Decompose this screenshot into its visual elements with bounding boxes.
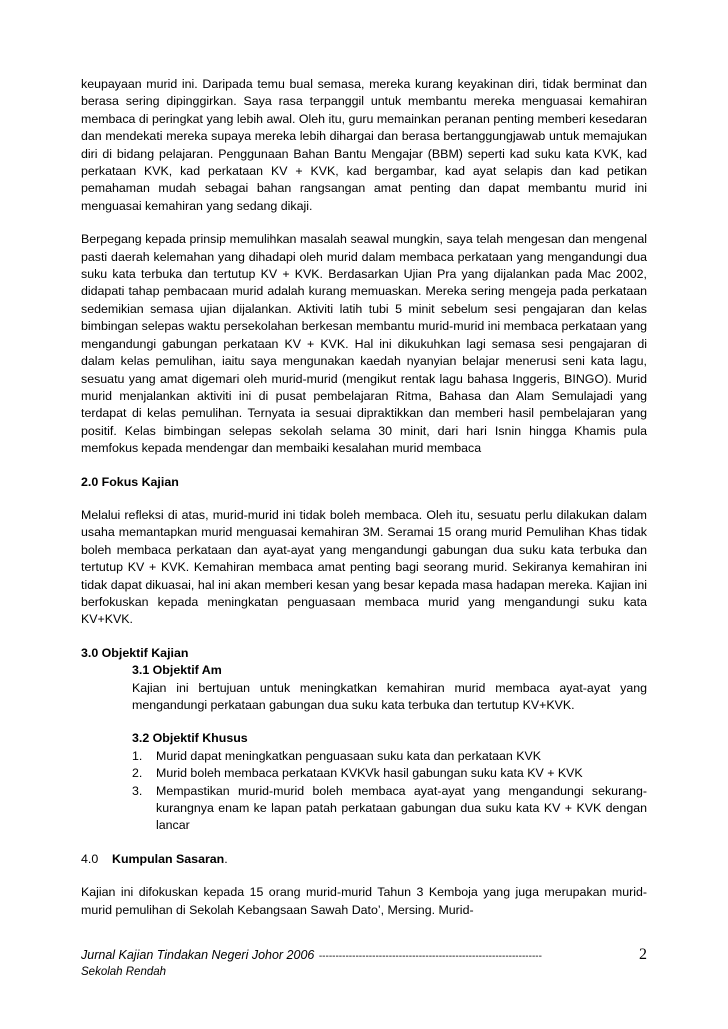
section-4-body: Kajian ini difokuskan kepada 15 orang murid-murid Tahun 3 Kemboja yang juga merupakan murid-murid pemulihan di Sekolah Kebangsaan Sawah Dato’, Mersing. Murid- <box>81 885 647 917</box>
objektif-am-body: Kajian ini bertujuan untuk meningkatkan kemahiran murid membaca ayat-ayat yang mengandungi perkataan gabungan dua suku kata terbuka dan tertutup KV+KVK. <box>132 680 647 712</box>
section-2-body: Melalui refleksi di atas, murid-murid ini tidak boleh membaca. Oleh itu, sesuatu perlu dilakukan dalam usaha memantapkan murid menguasai kemahiran 3M. Seramai 15 orang murid Pemulihan Khas tidak boleh membaca perkataan dan ayat-ayat yang mengandungi gabungan dua suku kata terbuka dan tertutup KV + KVK. Kemahiran membaca amat penting bagi seorang murid. Sekiranya kemahiran ini tidak dapat dikuasai, hal ini akan memberi kesan yang besar kepada masa hadapan mereka. Kajian ini berfokuskan kepada meningkatan penguasaan membaca murid yang mengandungi suku kata KV+KVK. <box>81 507 647 627</box>
section-4-number: 4.0 <box>81 851 99 866</box>
document-page <box>81 76 647 919</box>
objektif-khusus-heading: 3.2 Objektif Khusus <box>132 731 248 746</box>
footer-rule: ------------------------------------------------------------------- <box>318 951 542 962</box>
section-3-heading: 3.0 Objektif Kajian <box>81 645 189 660</box>
school-level: Sekolah Rendah <box>81 966 167 978</box>
journal-title: Jurnal Kajian Tindakan Negeri Johor 2006 <box>81 948 315 962</box>
intro-paragraph: keupayaan murid ini. Daripada temu bual semasa, mereka kurang keyakinan diri, tidak berminat dan berasa sering dipinggirkan. Saya rasa terpanggil untuk membantu mereka menguasai kemahiran membaca di peringkat yang lebih awal. Oleh itu, guru memainkan peranan penting memberi kesedaran dan mendekati mereka supaya mereka lebih dihargai dan berasa bertanggungjawab untuk memajukan diri di bidang pelajaran. Penggunaan Bahan Bantu Mengajar (BBM) seperti kad suku kata KVK, kad perkataan KVK, kad perkataan KV + KVK, kad bergambar, kad ayat selapis dan kad petikan pemahaman mudah sebagai bahan rangsangan amat penting dan dapat membantu murid ini menguasai kemahiran yang sedang dikaji. <box>81 77 647 213</box>
page-number: 2 <box>639 946 647 963</box>
page-footer <box>81 946 647 978</box>
objektif-khusus-list <box>132 748 647 835</box>
reflection-paragraph: Berpegang kepada prinsip memulihkan masalah seawal mungkin, saya telah mengesan dan mengenal pasti daerah kelemahan yang dihadapi oleh murid dalam membaca perkataan yang mengandungi dua suku kata terbuka dan tertutup KV + KVK. Berdasarkan Ujian Pra yang dijalankan pada Mac 2002, didapati tahap pembacaan murid adalah kurang memuaskan. Mereka sering mengeja pada perkataan sedemikian semasa ujian dijalankan. Aktiviti latih tubi 5 minit sebelum sesi pengajaran dan kelas bimbingan selepas waktu persekolahan berkesan membantu murid-murid ini membaca perkataan yang mengandungi gabungan perkataan KV + KVK. Hal ini dikukuhkan lagi semasa sesi pengajaran di dalam kelas pemulihan, iaitu saya mengunakan kaedah nyanyian belajar menerusi seni kata lagu, sesuatu yang amat digemari oleh murid-murid (mengikut rentak lagu bahasa Inggeris, BINGO). Murid murid menjalankan aktiviti ini di pusat pembelajaran Ritma, Bahasa dan Alam Semulajadi yang terdapat di kelas pemulihan. Ternyata ia sesuai dipraktikkan dan memberi hasil pembelajaran yang positif. Kelas bimbingan selepas sekolah selama 30 minit, dari hari Isnin hingga Khamis pula memfokus kepada mendengar dan membaiki kesalahan murid membaca <box>81 232 647 456</box>
section-4-title: Kumpulan Sasaran <box>112 851 225 866</box>
section-2-heading: 2.0 Fokus Kajian <box>81 474 179 489</box>
list-item-number: 3. <box>132 783 143 798</box>
section-4-period: . <box>224 851 228 866</box>
list-item-number: 1. <box>132 748 143 763</box>
objektif-am-heading: 3.1 Objektif Am <box>132 663 222 678</box>
section-4-heading <box>81 851 647 868</box>
list-item <box>132 748 647 765</box>
section-3-content <box>81 662 647 835</box>
list-item <box>132 765 647 782</box>
list-item-text: Mempastikan murid-murid boleh membaca ayat-ayat yang mengandungi sekurang-kurangnya enam ke lapan patah perkataan gabungan dua suku kata KV + KVK dengan lancar <box>156 783 647 833</box>
list-item-number: 2. <box>132 766 143 781</box>
list-item-text: Murid dapat meningkatkan penguasaan suku kata dan perkataan KVK <box>156 748 542 763</box>
list-item-text: Murid boleh membaca perkataan KVKVk hasil gabungan suku kata KV + KVK <box>156 766 583 781</box>
list-item <box>132 783 647 835</box>
